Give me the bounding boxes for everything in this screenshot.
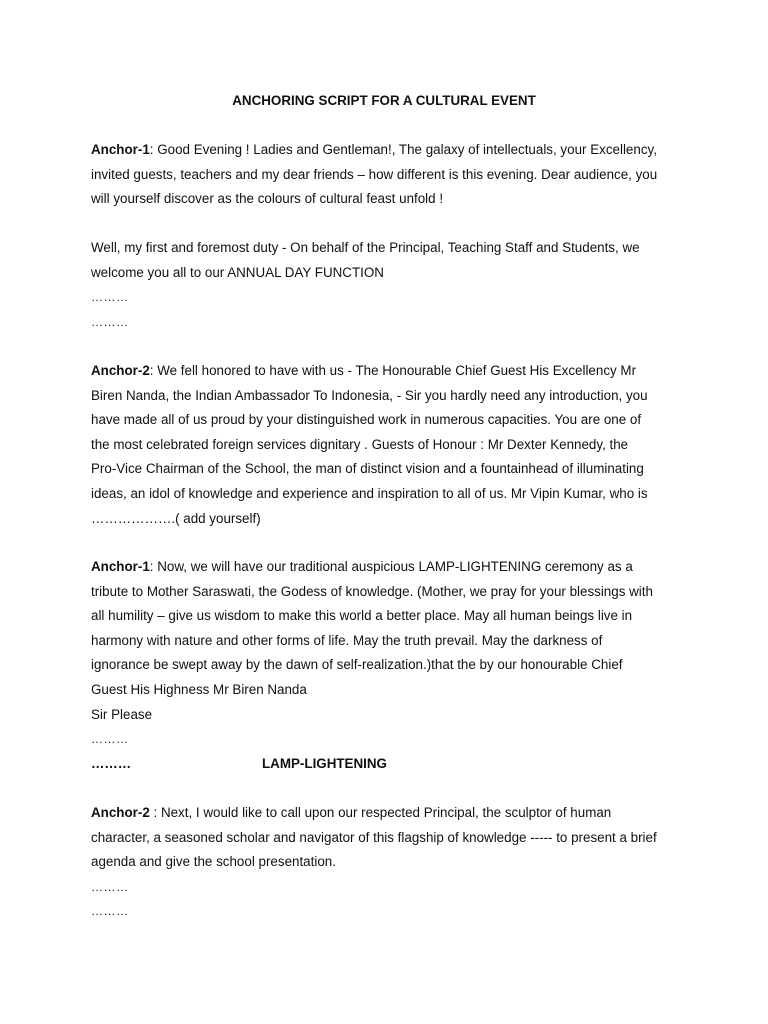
heading-ellipsis: ……… bbox=[91, 756, 132, 771]
paragraph-anchor2-principal bbox=[91, 801, 691, 924]
speaker-label: Anchor-2 bbox=[91, 805, 150, 820]
text-line bbox=[91, 359, 691, 384]
text-line: harmony with nature and other forms of life. May the truth prevail. May the darkness of bbox=[91, 632, 603, 648]
text-line: Guest His Highness Mr Biren Nanda bbox=[91, 681, 307, 697]
ellipsis-line: ……… bbox=[91, 290, 129, 305]
heading-label: LAMP-LIGHTENING bbox=[262, 756, 387, 771]
document-title: ANCHORING SCRIPT FOR A CULTURAL EVENT bbox=[232, 93, 536, 108]
speaker-label: Anchor-1 bbox=[91, 142, 150, 157]
text-line: Well, my first and foremost duty - On behalf of the Principal, Teaching Staff and Students, we bbox=[91, 240, 640, 255]
text-line: welcome you all to our ANNUAL DAY FUNCTION bbox=[91, 264, 384, 280]
speaker-label: Anchor-2 bbox=[91, 363, 150, 378]
text-line: the most celebrated foreign services dignitary . Guests of Honour : Mr Dexter Kennedy, the bbox=[91, 436, 629, 452]
ellipsis-line: ……… bbox=[91, 314, 129, 329]
line-text: : We fell honored to have with us - The Honourable Chief Guest His Excellency Mr bbox=[149, 363, 637, 378]
line-text: : Good Evening ! Ladies and Gentleman!, The galaxy of intellectuals, your Excellency, bbox=[149, 142, 657, 157]
text-line bbox=[91, 801, 691, 826]
text-line bbox=[91, 138, 691, 163]
line-text: : Next, I would like to call upon our respected Principal, the sculptor of human bbox=[149, 805, 612, 820]
text-line: agenda and give the school presentation. bbox=[91, 854, 336, 870]
ellipsis-line: ……… bbox=[91, 732, 129, 747]
paragraph-anchor1-lamp bbox=[91, 555, 691, 752]
speaker-label: Anchor-1 bbox=[91, 559, 150, 574]
paragraph-welcome bbox=[91, 236, 691, 334]
line-text: : Now, we will have our traditional auspicious LAMP-LIGHTENING ceremony as a bbox=[149, 559, 633, 574]
text-line: ignorance be swept away by the dawn of self-realization.)that the by our honourable Chief bbox=[91, 657, 623, 673]
text-line: Biren Nanda, the Indian Ambassador To Indonesia, - Sir you hardly need any introduction, you bbox=[91, 387, 648, 403]
text-line bbox=[91, 555, 691, 580]
text-line: character, a seasoned scholar and navigator of this flagship of knowledge ----- to present a brief bbox=[91, 829, 657, 845]
text-line: invited guests, teachers and my dear friends – how different is this evening. Dear audience, you bbox=[91, 166, 658, 182]
paragraph-anchor1-greeting bbox=[91, 138, 691, 212]
ellipsis-line: ……… bbox=[91, 904, 129, 919]
text-line: all humility – give us wisdom to make this world a better place. May all human beings live in bbox=[91, 608, 633, 624]
text-line: Pro-Vice Chairman of the School, the man of distinct vision and a fountainhead of illuminating bbox=[91, 461, 644, 477]
lamp-lightening-heading bbox=[91, 752, 691, 777]
text-line: ……………….( add yourself) bbox=[91, 510, 261, 526]
text-line: tribute to Mother Saraswati, the Godess of knowledge. (Mother, we pray for your blessings with bbox=[91, 583, 653, 599]
text-line: have made all of us proud by your distinguished work in numerous capacities. You are one of bbox=[91, 412, 642, 428]
text-line: Sir Please bbox=[91, 706, 153, 722]
text-line: ideas, an idol of knowledge and experience and inspiration to all of us. Mr Vipin Kumar, who is bbox=[91, 485, 648, 501]
ellipsis-line: ……… bbox=[91, 879, 129, 894]
text-line: will yourself discover as the colours of cultural feast unfold ! bbox=[91, 191, 444, 207]
paragraph-anchor2-guests bbox=[91, 359, 691, 531]
